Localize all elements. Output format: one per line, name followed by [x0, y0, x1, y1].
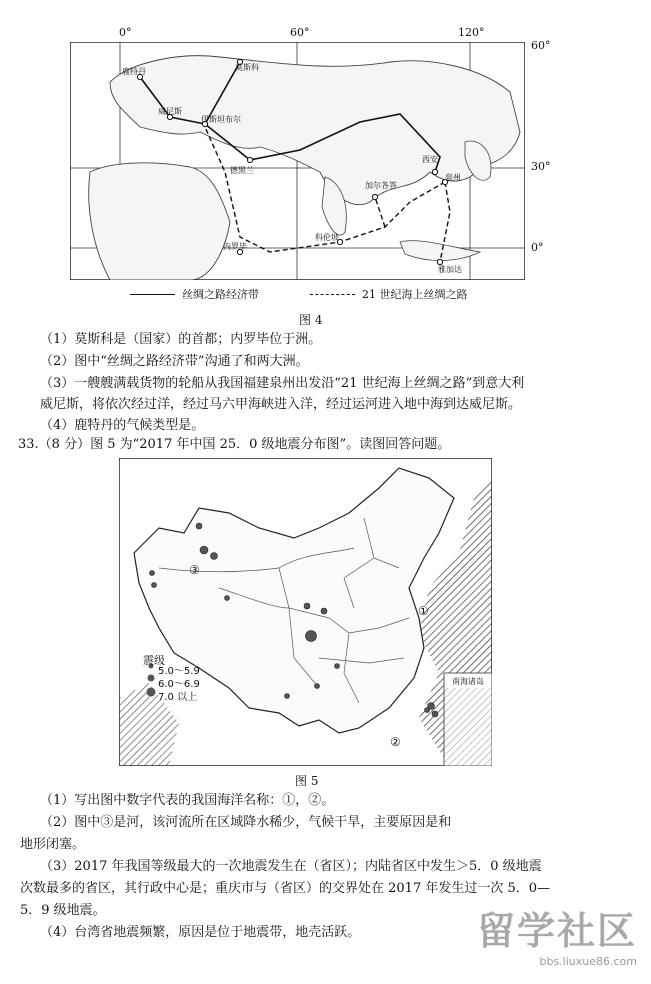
q33-3a: （3）2017 年我国等级最大的一次地震发生在（省区）；内陆省区中发生＞5．0 级地震 — [40, 859, 542, 874]
q33-header: 33.（8 分）图 5 为“2017 年中国 25．0 级地震分布图”。读图回答问题。 — [18, 437, 451, 452]
lat-0: 0° — [531, 241, 544, 254]
q33-2a: （2）图中③是河，该河流所在区域降水稀少，气候干旱，主要原因是和 — [40, 815, 452, 830]
map-num-3: ③ — [189, 563, 200, 577]
fig5-caption: 图 5 — [295, 774, 319, 788]
legend-land-label: 丝绸之路经济带 — [182, 288, 259, 301]
lat-60: 60° — [531, 39, 551, 52]
city-nairobi: 内罗毕 — [223, 242, 247, 251]
fig4-caption: 图 4 — [299, 313, 323, 327]
legend-item-2: 6.0～6.9 — [158, 679, 200, 690]
city-venice: 威尼斯 — [158, 107, 182, 116]
city-rotterdam: 鹿特丹 — [122, 67, 146, 76]
q33-4: （4）台湾省地震频繁，原因是位于地震带，地壳活跃。 — [40, 925, 361, 940]
legend-sea-label: 21 世纪海上丝绸之路 — [362, 288, 468, 301]
city-kolkata: 加尔各答 — [365, 181, 397, 190]
q32-1: （1）莫斯科是（国家）的首都；内罗毕位于洲。 — [40, 332, 322, 347]
fig4-legend — [130, 286, 520, 302]
map-num-1: ① — [418, 604, 429, 618]
q32-2: （2）图中“丝绸之路经济带”沟通了和两大洲。 — [40, 354, 309, 369]
legend-item-3: 7.0 以上 — [158, 692, 198, 703]
city-jakarta: 雅加达 — [438, 265, 462, 274]
figure-5-map — [119, 458, 492, 766]
city-quanzhou: 泉州 — [445, 173, 461, 182]
lat-30: 30° — [531, 160, 551, 173]
city-colombo: 科伦坡 — [315, 233, 339, 242]
q33-3b: 次数最多的省区，其行政中心是；重庆市与（省区）的交界处在 2017 年发生过一次 5．0— — [20, 881, 551, 896]
q33-3c: 5．9 级地震。 — [20, 903, 106, 918]
site-watermark — [477, 900, 637, 968]
watermark-main: 留学社区 — [476, 909, 637, 953]
watermark-sub: bbs.liuxue86.com — [539, 955, 637, 968]
q33-1: （1）写出图中数字代表的我国海洋名称：①，②。 — [40, 793, 335, 808]
q33-2b: 地形闭塞。 — [20, 837, 86, 852]
city-xian: 西安 — [422, 155, 438, 164]
figure-4-map — [70, 42, 525, 280]
legend-title: 震级 — [143, 654, 165, 667]
q32-3b: 威尼斯，将依次经过洋，经过马六甲海峡进入洋，经过运河进入地中海到达威尼斯。 — [40, 397, 522, 412]
city-istanbul: 伊斯坦布尔 — [201, 115, 241, 124]
q32-4: （4）鹿特丹的气候类型是。 — [40, 418, 205, 433]
q32-3a: （3）一艘艘满载货物的轮船从我国福建泉州出发沿“21 世纪海上丝绸之路”到意大利 — [40, 376, 525, 391]
city-tehran: 德黑兰 — [230, 166, 254, 175]
lon-120: 120° — [458, 26, 485, 39]
lon-60: 60° — [290, 26, 310, 39]
legend-item-1: 5.0～5.9 — [158, 666, 200, 677]
map-num-2: ② — [390, 735, 401, 749]
inset-label: 南海诸岛 — [452, 677, 484, 686]
lon-0: 0° — [119, 26, 132, 39]
city-moscow: 莫斯科 — [235, 63, 259, 72]
